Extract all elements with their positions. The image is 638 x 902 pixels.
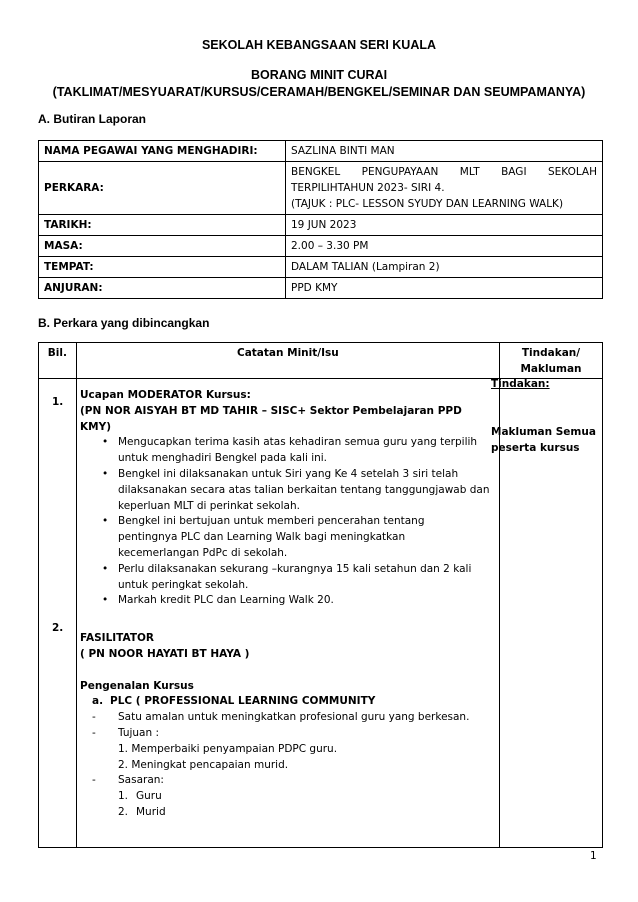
label-time: MASA: [39,236,286,257]
bullet-icon: • [102,562,109,575]
table-row [39,215,603,236]
header-tindakan-line: Tindakan/ [521,347,581,359]
matter-line: BENGKEL PENGUPAYAAN MLT BAGI SEKOLAH [291,166,597,178]
bullet-icon: • [102,515,109,528]
label-organizer: ANJURAN: [39,278,286,299]
table-row [39,141,603,162]
item-number: 1. [52,396,64,408]
header-bil: Bil. [39,343,77,379]
header-tindakan-line: Makluman [520,363,582,375]
list-item: • Mengucapkan terima kasih atas kehadiran semua guru yang terpilih untuk menghadiri Bengkel pada kali ini. [102,436,478,465]
matter-line: (TAJUK : PLC- LESSON SYUDY DAN LEARNING WALK) [291,198,564,210]
header-catatan: Catatan Minit/Isu [76,343,499,379]
page-number: 1 [590,850,597,862]
table-header-row [39,343,603,379]
facilitator-heading: FASILITATOR [80,632,154,644]
value-organizer: PPD KMY [286,278,603,299]
list-item: 2. Murid [118,805,166,818]
form-subtitle: (TAKLIMAT/MESYUARAT/KURSUS/CERAMAH/BENGKEL/SEMINAR DAN SEUMPAMANYA) [52,85,586,99]
value-date: 19 JUN 2023 [286,215,603,236]
bullet-icon: • [102,436,109,449]
tindakan-content [491,376,599,456]
tindakan-label: Tindakan: [491,378,550,390]
course-intro-heading: Pengenalan Kursus [80,679,194,692]
moderator-subheading: (PN NOR AISYAH BT MD TAHIR – SISC+ Sektor Pembelajaran PPD KMY) [80,404,462,433]
bullet-icon: • [102,594,109,607]
table-row [39,162,603,215]
tindakan-line: peserta kursus [491,442,580,454]
label-matter: PERKARA: [39,162,286,215]
list-item: 1. Memperbaiki penyampaian PDPC guru. [118,742,338,755]
list-item: - Tujuan : [80,726,490,742]
dash-icon: - [92,711,96,724]
label-officer: NAMA PEGAWAI YANG MENGHADIRI: [39,141,286,162]
header-tindakan [499,343,602,379]
value-officer: SAZLINA BINTI MAN [286,141,603,162]
item-2-content [80,631,490,821]
list-item: • Bengkel ini bertujuan untuk memberi pencerahan tentang pentingnya PLC dan Learning Walk bagi meningkatkan kecemerlangan PdPc di sekolah. [102,515,425,559]
school-name: SEKOLAH KEBANGSAAN SERI KUALA [201,38,437,52]
list-item: - Satu amalan untuk meningkatkan profesional guru yang berkesan. [80,710,490,726]
label-date: TARIKH: [39,215,286,236]
table-row [39,236,603,257]
report-details-table [38,140,603,299]
facilitator-name: ( PN NOOR HAYATI BT HAYA ) [80,647,250,660]
matter-line: TERPILIHTAHUN 2023- SIRI 4. [291,182,445,194]
list-item: • Bengkel ini dilaksanakan untuk Siri yang Ke 4 setelah 3 siri telah dilaksanakan secara atas talian berkaitan tentang tanggungjawab dan keperluan MLT di perinkat sekolah. [102,467,490,512]
value-time: 2.00 – 3.30 PM [286,236,603,257]
section-b-title: B. Perkara yang dibincangkan [38,316,210,330]
sub-heading-plc: a. PLC ( PROFESSIONAL LEARNING COMMUNITY [92,695,376,708]
section-a-title: A. Butiran Laporan [38,112,147,126]
tindakan-line: Makluman Semua [491,426,596,438]
moderator-heading: Ucapan MODERATOR Kursus: [80,389,251,401]
label-venue: TEMPAT: [39,257,286,278]
list-item: - Sasaran: [80,773,490,789]
bil-cell [39,379,77,848]
table-row [39,257,603,278]
list-item: • Markah kredit PLC dan Learning Walk 20. [80,593,490,609]
list-item: 1. Guru [118,790,162,803]
value-matter [286,162,603,215]
list-item: • Perlu dilaksanakan sekurang –kurangnya 15 kali setahun dan 2 kali untuk peringkat sekolah. [102,562,472,591]
table-row [39,278,603,299]
value-venue: DALAM TALIAN (Lampiran 2) [286,257,603,278]
dash-icon: - [92,774,96,787]
item-number: 2. [52,622,64,634]
bullet-icon: • [102,467,109,480]
dash-icon: - [92,726,96,739]
form-title: BORANG MINIT CURAI [250,68,388,82]
item-1-content [80,388,490,609]
list-item: 2. Meningkat pencapaian murid. [118,758,289,771]
